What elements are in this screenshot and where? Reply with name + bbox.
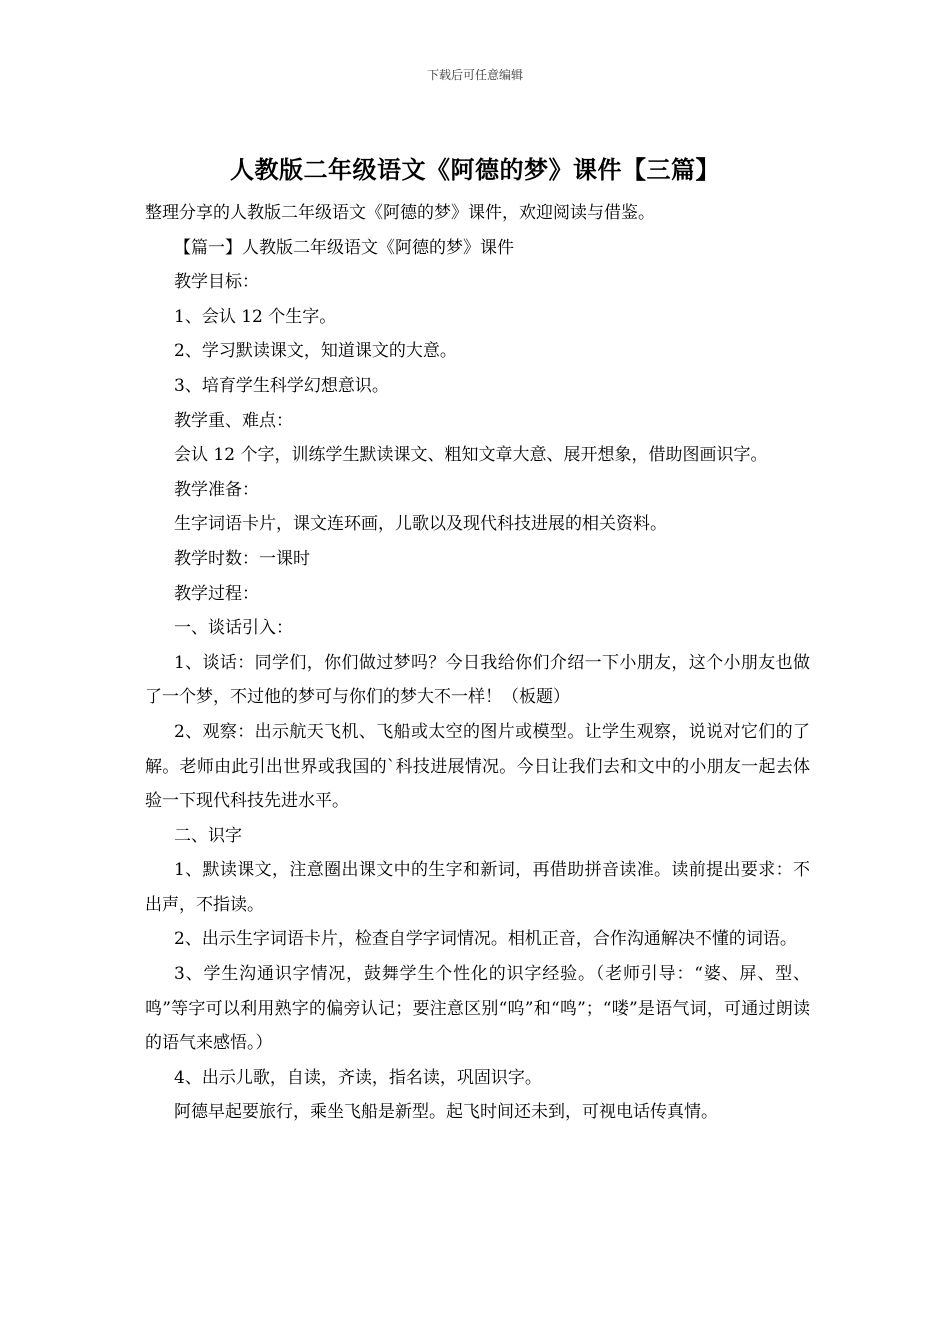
document-title: 人教版二年级语文《阿德的梦》课件【三篇】: [230, 156, 720, 184]
paragraph-key-points: 会认 12 个字，训练学生默读课文、粗知文章大意、展开想象，借助图画识字。: [174, 445, 768, 466]
paragraph-step-1-1: 1、谈话：同学们，你们做过梦吗？今日我给你们介绍一下小朋友，这个小朋友也做了一个梦，不过他的梦可与你们的梦大不一样！（板题）: [145, 652, 810, 708]
header-note: 下载后可任意编辑: [426, 68, 523, 82]
paragraph-goal-3: 3、培育学生科学幻想意识。: [174, 375, 389, 396]
paragraph-step-1-2: 2、观察：出示航天飞机、飞船或太空的图片或模型。让学生观察，说说对它们的了解。老师由此引出世界或我国的`科技进展情况。今日让我们去和文中的小朋友一起去体验一下现代科技先进水平。: [145, 721, 810, 812]
paragraph-preparation: 生字词语卡片，课文连环画，儿歌以及现代科技进展的相关资料。: [174, 514, 667, 535]
paragraph-step-2-heading: 二、识字: [174, 825, 242, 846]
paragraph-hours: 教学时数：一课时: [174, 548, 310, 569]
paragraph-step-2-2: 2、出示生字词语卡片，检查自学字词情况。相机正音，合作沟通解决不懂的词语。: [174, 929, 797, 950]
paragraph-goal-2: 2、学习默读课文，知道课文的大意。: [174, 341, 457, 362]
paragraph-section-heading: 【篇一】人教版二年级语文《阿德的梦》课件: [174, 237, 514, 258]
paragraph-step-2-1: 1、默读课文，注意圈出课文中的生字和新词，再借助拼音读准。读前提出要求：不出声，不指读。: [145, 860, 810, 915]
paragraph-step-2-4: 4、出示儿歌，自读，齐读，指名读，巩固识字。: [174, 1067, 542, 1088]
paragraph-process-heading: 教学过程：: [174, 583, 259, 604]
paragraph-preparation-heading: 教学准备：: [174, 479, 259, 500]
paragraph-goals-heading: 教学目标：: [174, 272, 259, 293]
paragraph-intro: 整理分享的人教版二年级语文《阿德的梦》课件，欢迎阅读与借鉴。: [145, 203, 655, 223]
paragraph-goal-1: 1、会认 12 个生字。: [174, 306, 337, 327]
paragraph-rhyme: 阿德早起要旅行，乘坐飞船是新型。起飞时间还未到，可视电话传真情。: [174, 1102, 718, 1123]
paragraph-key-points-heading: 教学重、难点：: [174, 410, 293, 431]
paragraph-step-2-3: 3、学生沟通识字情况，鼓舞学生个性化的识字经验。（老师引导：“婆、屏、型、鸣”等字可以利用熟字的偏旁认记；要注意区别“呜”和“鸣”；“喽”是语气词，可通过朗读的语气来感悟。）: [145, 964, 810, 1054]
document-body: [145, 196, 810, 1130]
paragraph-step-1-heading: 一、谈话引入：: [174, 618, 293, 639]
